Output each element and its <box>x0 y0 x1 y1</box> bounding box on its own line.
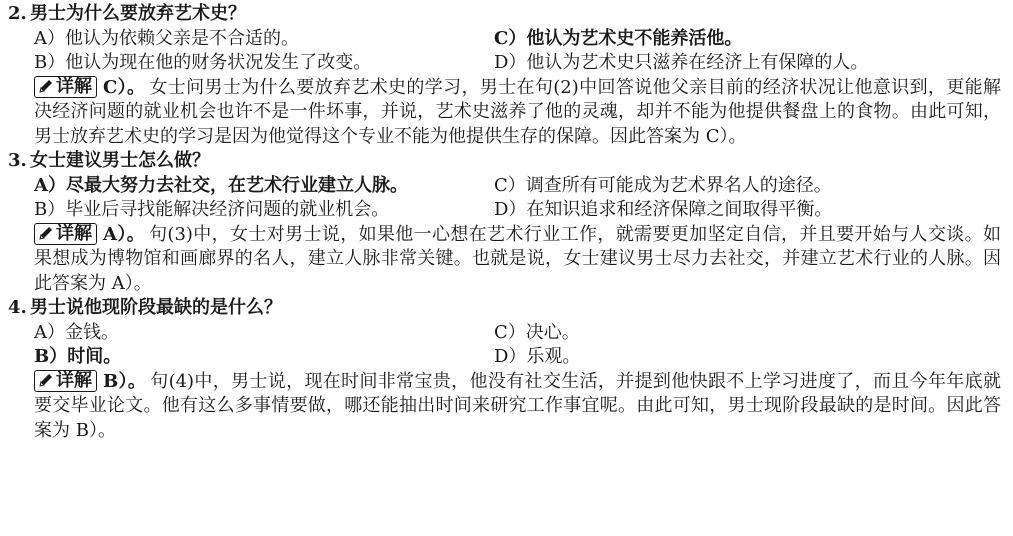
option-d: D）他认为艺术史只滋养在经济上有保障的人。 <box>494 52 869 73</box>
explanation <box>0 370 1013 444</box>
answer: C）。 <box>103 76 146 98</box>
question-number: 3. <box>8 150 27 171</box>
question-4 <box>0 296 1013 443</box>
explanation-tag <box>34 76 97 98</box>
option-c: C）他认为艺术史不能养活他。 <box>494 27 743 49</box>
explanation-tag <box>34 223 97 245</box>
option-row <box>34 345 1013 370</box>
option-c: C）调查所有可能成为艺术界名人的途径。 <box>494 174 832 196</box>
tag-label: 详解 <box>56 369 92 391</box>
tag-label: 详解 <box>56 75 92 97</box>
explanation <box>0 76 1013 150</box>
option-b: B）毕业后寻找能解决经济问题的就业机会。 <box>34 199 390 220</box>
option-row <box>34 27 1013 52</box>
option-row <box>34 321 1013 346</box>
explanation-text: 句(3)中，女士对男士说，如果他一心想在艺术行业工作，就需要更加坚定自信，并且要开始与人交谈。如果想成为博物馆和画廊界的名人，建立人脉非常关键。也就是说，女士建议男士尽力去社交，并建立艺术行业的人脉。因此答案为 A）。 <box>34 223 1001 294</box>
explanation-text: 句(4)中，男士说，现在时间非常宝贵，他没有社交生活，并提到他快跟不上学习进度了，而且今年年底就要交毕业论文。他有这么多事情要做，哪还能抽出时间来研究工作事宜呢。由此可知，男士现阶段最缺的是时间。因此答案为 B）。 <box>34 370 1001 441</box>
options <box>0 321 1013 370</box>
option-d: D）在知识追求和经济保障之间取得平衡。 <box>494 199 833 220</box>
option-a: A）他认为依赖父亲是不合适的。 <box>34 27 299 49</box>
question-text: 男士说他现阶段最缺的是什么？ <box>30 297 282 318</box>
tag-label: 详解 <box>56 222 92 244</box>
option-row <box>34 174 1013 199</box>
question-stem <box>0 2 1013 27</box>
answer: A）。 <box>103 223 146 245</box>
option-a: A）尽最大努力去社交，在艺术行业建立人脉。 <box>34 174 408 196</box>
pencil-icon <box>38 78 54 94</box>
option-b: B）时间。 <box>34 346 122 367</box>
question-text: 男士为什么要放弃艺术史？ <box>30 3 246 24</box>
option-c: C）决心。 <box>494 321 580 343</box>
pencil-icon <box>38 372 54 388</box>
question-stem <box>0 296 1013 321</box>
options <box>0 27 1013 76</box>
question-text: 女士建议男士怎么做？ <box>30 150 210 171</box>
option-b: B）他认为现在他的财务状况发生了改变。 <box>34 52 372 73</box>
pencil-icon <box>38 225 54 241</box>
option-row <box>34 51 1013 76</box>
explanation-text: 女士问男士为什么要放弃艺术史的学习，男士在句(2)中回答说他父亲目前的经济状况让他意识到，更能解决经济问题的就业机会也许不是一件坏事，并说，艺术史滋养了他的灵魂，却并不能为他提供餐盘上的食物。由此可知，男士放弃艺术史的学习是因为他觉得这个专业不能为他提供生存的保障。因此答案为 C）。 <box>34 76 1001 147</box>
question-stem <box>0 149 1013 174</box>
question-2 <box>0 2 1013 149</box>
question-number: 4. <box>8 297 27 318</box>
options <box>0 174 1013 223</box>
question-3 <box>0 149 1013 296</box>
option-a: A）金钱。 <box>34 321 119 343</box>
question-number: 2. <box>8 3 27 24</box>
answer: B）。 <box>103 370 147 392</box>
option-row <box>34 198 1013 223</box>
explanation-tag <box>34 370 97 392</box>
option-d: D）乐观。 <box>494 346 581 367</box>
explanation <box>0 223 1013 297</box>
